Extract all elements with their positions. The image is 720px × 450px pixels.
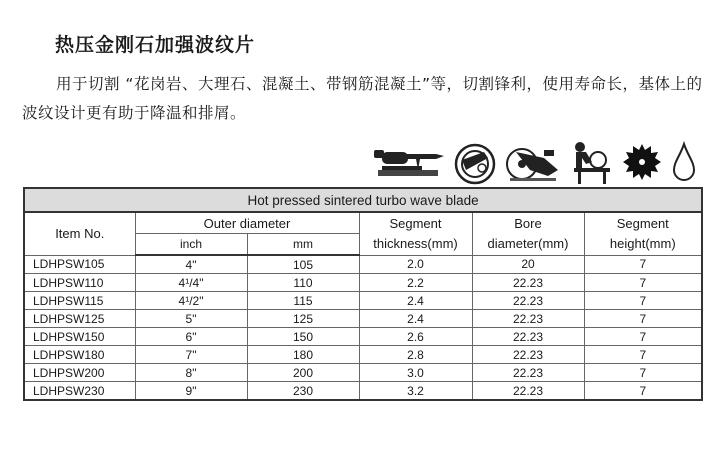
item-no-cell: LDHPSW200 (24, 364, 135, 382)
table-caption: Hot pressed sintered turbo wave blade (24, 188, 702, 212)
inch-cell: 4¹/2" (135, 292, 247, 310)
table-row (24, 364, 702, 382)
inch-cell: 9" (135, 382, 247, 401)
angle-grinder-icon (372, 140, 447, 186)
water-drop-icon (670, 140, 698, 186)
thickness-cell: 2.4 (359, 310, 472, 328)
thickness-cell: 3.0 (359, 364, 472, 382)
item-no-cell: LDHPSW110 (24, 274, 135, 292)
bore-cell: 22.23 (472, 346, 584, 364)
application-icons (372, 140, 702, 186)
height-cell: 7 (584, 328, 702, 346)
table-row (24, 382, 702, 401)
header-outer-diameter: Outer diameter (135, 212, 359, 234)
header-segment-height (584, 212, 702, 255)
height-cell: 7 (584, 292, 702, 310)
bore-cell: 20 (472, 255, 584, 274)
height-cell: 7 (584, 255, 702, 274)
inch-cell: 7" (135, 346, 247, 364)
mm-cell: 200 (247, 364, 359, 382)
table-row (24, 292, 702, 310)
bore-cell: 22.23 (472, 292, 584, 310)
header-bore-line2: diameter(mm) (487, 235, 569, 251)
inch-cell: 4" (135, 255, 247, 274)
inch-cell: 8" (135, 364, 247, 382)
cut-off-saw-icon (504, 140, 562, 186)
bore-cell: 22.23 (472, 274, 584, 292)
inch-cell: 4¹/4" (135, 274, 247, 292)
mm-cell: 125 (247, 310, 359, 328)
header-segment-thickness-line2: thickness(mm) (373, 235, 458, 251)
thickness-cell: 2.0 (359, 255, 472, 274)
header-bore-diameter (472, 212, 584, 255)
inch-cell: 6" (135, 328, 247, 346)
mm-cell: 230 (247, 382, 359, 401)
mm-cell: 105 (247, 255, 359, 274)
header-mm: mm (247, 234, 359, 256)
mm-cell: 180 (247, 346, 359, 364)
product-description: 用于切割 “花岗岩、大理石、混凝土、带钢筋混凝土”等，切割锋利，使用寿命长，基体上的波纹设计更有助于降温和排屑。 (22, 75, 703, 122)
blade-disc-icon (622, 140, 662, 186)
table-row (24, 328, 702, 346)
header-segment-height-line2: height(mm) (609, 235, 676, 251)
bore-cell: 22.23 (472, 310, 584, 328)
bore-cell: 22.23 (472, 382, 584, 401)
height-cell: 7 (584, 364, 702, 382)
page-title: 热压金刚石加强波纹片 (55, 34, 256, 56)
table-row (24, 255, 702, 274)
header-bore-line1: Bore (514, 215, 542, 231)
header-segment-height-line1: Segment (616, 215, 669, 231)
item-no-cell: LDHPSW230 (24, 382, 135, 401)
height-cell: 7 (584, 346, 702, 364)
table-saw-operator-icon (570, 140, 612, 186)
circular-saw-icon (452, 140, 498, 186)
mm-cell: 115 (247, 292, 359, 310)
height-cell: 7 (584, 382, 702, 401)
item-no-cell: LDHPSW125 (24, 310, 135, 328)
height-cell: 7 (584, 274, 702, 292)
item-no-cell: LDHPSW180 (24, 346, 135, 364)
thickness-cell: 2.4 (359, 292, 472, 310)
header-segment-thickness (359, 212, 472, 255)
item-no-cell: LDHPSW105 (24, 255, 135, 274)
item-no-cell: LDHPSW115 (24, 292, 135, 310)
height-cell: 7 (584, 310, 702, 328)
table-row (24, 310, 702, 328)
mm-cell: 150 (247, 328, 359, 346)
thickness-cell: 3.2 (359, 382, 472, 401)
table-row (24, 274, 702, 292)
inch-cell: 5" (135, 310, 247, 328)
header-inch: inch (135, 234, 247, 256)
thickness-cell: 2.8 (359, 346, 472, 364)
spec-table (23, 187, 703, 401)
table-row (24, 346, 702, 364)
thickness-cell: 2.6 (359, 328, 472, 346)
thickness-cell: 2.2 (359, 274, 472, 292)
bore-cell: 22.23 (472, 364, 584, 382)
header-item-no: Item No. (24, 212, 135, 255)
mm-cell: 110 (247, 274, 359, 292)
header-segment-thickness-line1: Segment (389, 215, 442, 231)
bore-cell: 22.23 (472, 328, 584, 346)
item-no-cell: LDHPSW150 (24, 328, 135, 346)
